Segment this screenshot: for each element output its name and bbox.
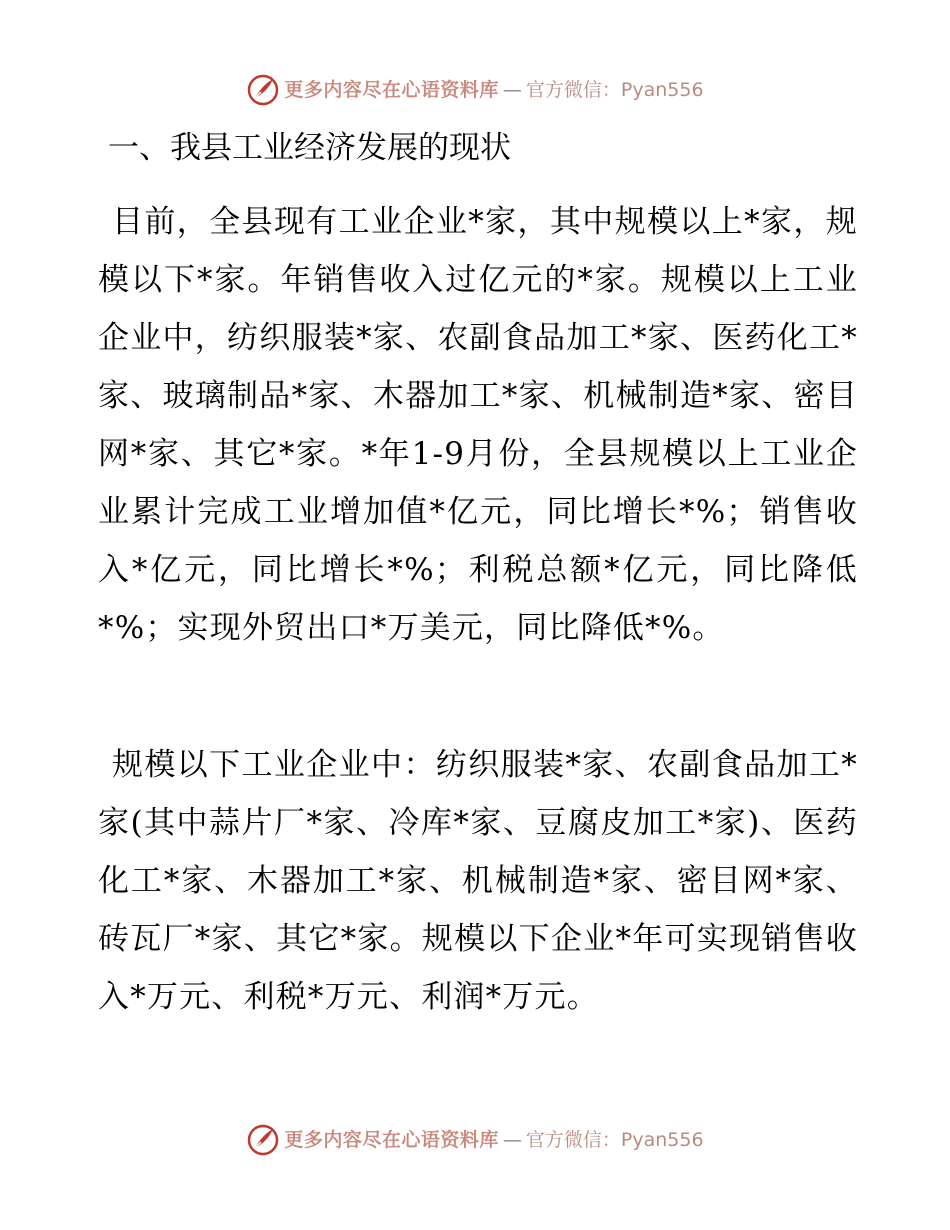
watermark-main-text: 更多内容尽在心语资料库	[284, 1129, 499, 1151]
paragraph-small-enterprises: 规模以下工业企业中：纺织服装*家、农副食品加工*家(其中蒜片厂*家、冷库*家、豆腐皮加工*家)、医药化工*家、木器加工*家、机械制造*家、密目网*家、砖瓦厂*家、其它*家。规模以下企业*年可实现销售收入*万元、利税*万元、利润*万元。	[98, 747, 858, 1015]
watermark-main-text: 更多内容尽在心语资料库	[284, 79, 499, 101]
watermark-contact-text: 官方微信：Pyan556	[525, 79, 704, 101]
section-heading: 一、我县工业经济发展的现状	[108, 130, 511, 166]
feather-pen-logo-icon	[246, 1123, 280, 1157]
paragraph-current-status: 目前，全县现有工业企业*家，其中规模以上*家，规模以下*家。年销售收入过亿元的*家。规模以上工业企业中，纺织服装*家、农副食品加工*家、医药化工*家、玻璃制品*家、木器加工*家、机械制造*家、密目网*家、其它*家。*年1-9月份，全县规模以上工业企业累计完成工业增加值*亿元，同比增长*%；销售收入*亿元，同比增长*%；利税总额*亿元，同比降低*%；实现外贸出口*万美元，同比降低*%。	[98, 204, 858, 646]
watermark-footer	[0, 1122, 950, 1158]
watermark-separator: —	[502, 1129, 522, 1151]
watermark-contact-text: 官方微信：Pyan556	[525, 1129, 704, 1151]
watermark-header	[0, 72, 950, 108]
watermark-separator: —	[502, 79, 522, 101]
feather-pen-logo-icon	[246, 73, 280, 107]
